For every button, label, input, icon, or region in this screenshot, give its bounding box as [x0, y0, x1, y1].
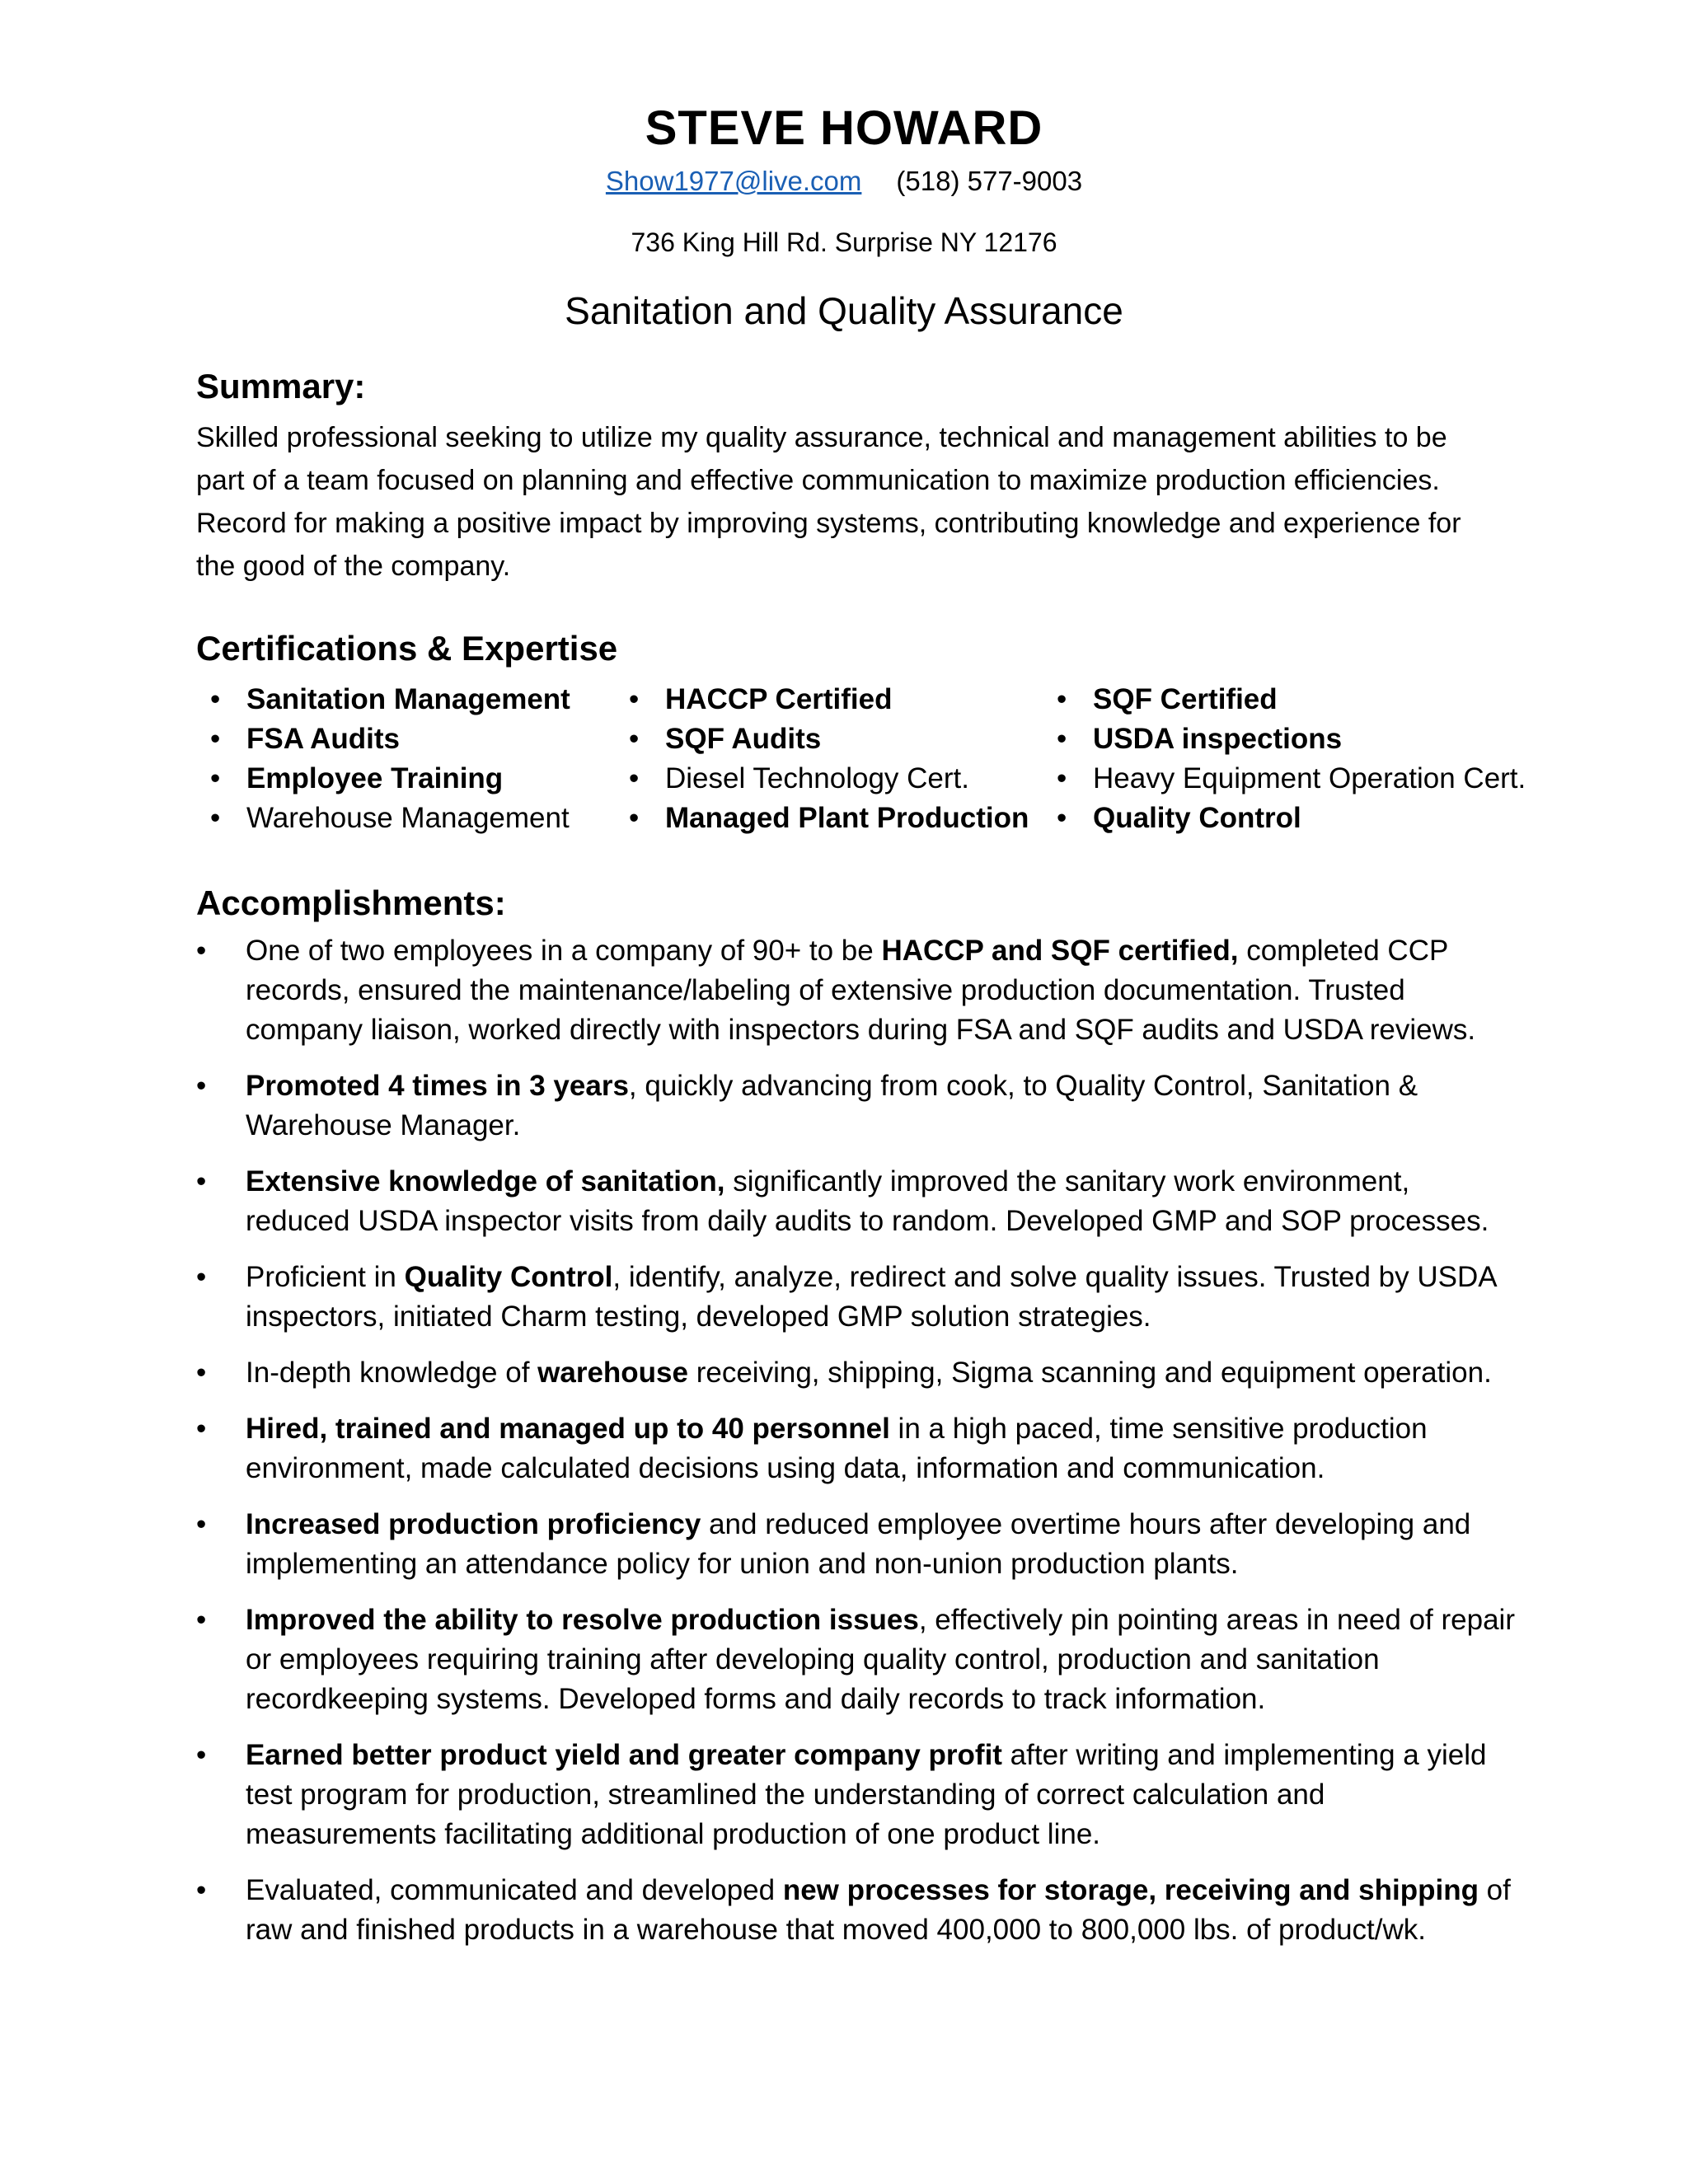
address: 736 King Hill Rd. Surprise NY 12176: [631, 227, 1057, 257]
cert-label: HACCP Certified: [665, 683, 893, 715]
accomplishment-text: and reduced employee overtime hours after developing and implementing an attendance policy for union and non-union production plants.: [246, 1508, 1471, 1580]
candidate-name: STEVE HOWARD: [645, 101, 1043, 155]
accomplishments-heading: Accomplishments:: [196, 883, 506, 922]
bullet: •: [196, 1739, 207, 1771]
accomplishment-text: , identify, analyze, redirect and solve quality issues. Trusted by USDA inspectors, initiated Charm testing, developed GMP solution strategies.: [246, 1261, 1496, 1333]
summary-heading: Summary:: [196, 367, 366, 405]
accomplishment-item: [196, 1066, 1515, 1146]
cert-label: Sanitation Management: [246, 683, 570, 715]
accomplishment-text: In-depth knowledge of: [246, 1357, 538, 1389]
cert-item: [1057, 759, 1526, 799]
accomplishment-item: [196, 1409, 1515, 1488]
accomplishment-item: [196, 1162, 1515, 1241]
accomplishments-list: [196, 931, 1515, 1966]
accomplishment-text: Proficient in: [246, 1261, 405, 1293]
accomplishment-item: [196, 1505, 1515, 1584]
bullet: •: [196, 1070, 207, 1102]
bullet: •: [196, 1413, 207, 1445]
accomplishment-highlight: Earned better product yield and greater company profit: [246, 1739, 1002, 1771]
bullet: •: [1057, 802, 1067, 834]
accomplishment-highlight: Increased production proficiency: [246, 1508, 701, 1540]
accomplishment-item: [196, 1736, 1515, 1854]
bullet: •: [629, 723, 640, 755]
bullet: •: [196, 1261, 207, 1293]
accomplishment-item: [196, 1871, 1515, 1950]
bullet: •: [1057, 762, 1067, 794]
accomplishment-highlight: warehouse: [537, 1357, 688, 1389]
cert-column-1: [210, 680, 570, 838]
bullet: •: [196, 1604, 207, 1636]
cert-label: Employee Training: [246, 762, 504, 794]
accomplishment-highlight: new processes for storage, receiving and shipping: [782, 1874, 1479, 1906]
accomplishment-highlight: Extensive knowledge of sanitation,: [246, 1165, 725, 1197]
certifications-heading: Certifications & Expertise: [196, 629, 618, 668]
bullet: •: [210, 723, 221, 755]
accomplishment-item: [196, 1601, 1515, 1719]
job-title: Sanitation and Quality Assurance: [565, 289, 1123, 332]
cert-item: [629, 719, 1029, 759]
accomplishment-item: [196, 1258, 1515, 1337]
bullet: •: [196, 1357, 207, 1389]
cert-label: Heavy Equipment Operation Cert.: [1093, 762, 1526, 794]
accomplishment-highlight: Promoted 4 times in 3 years: [246, 1070, 629, 1102]
cert-label: SQF Certified: [1093, 683, 1278, 715]
cert-item: [629, 759, 1029, 799]
summary-text: Skilled professional seeking to utilize my quality assurance, technical and management abilities to be part of a team focused on planning and effective communication to maximize production efficiencies. Record for making a positive impact by improving systems, contributing knowledge and experience for the good of the company.: [196, 422, 1461, 582]
accomplishment-text: significantly improved the sanitary work environment, reduced USDA inspector visits from daily audits to random. Developed GMP and SOP processes.: [246, 1165, 1489, 1237]
accomplishment-item: [196, 1353, 1515, 1393]
accomplishment-text: , effectively pin pointing areas in need of repair or employees requiring training after developing quality control, production and sanitation recordkeeping systems. Developed forms and daily records to track information.: [246, 1604, 1515, 1715]
bullet: •: [210, 762, 221, 794]
accomplishment-highlight: Improved the ability to resolve production issues: [246, 1604, 919, 1636]
cert-item: [210, 799, 570, 838]
accomplishment-text: in a high paced, time sensitive production environment, made calculated decisions using data, information and communication.: [246, 1413, 1428, 1484]
bullet: •: [210, 683, 221, 715]
accomplishment-highlight: Quality Control: [404, 1261, 613, 1293]
bullet: •: [1057, 683, 1067, 715]
cert-item: [629, 799, 1029, 838]
email-link[interactable]: Show1977@live.com: [605, 166, 862, 196]
bullet: •: [629, 762, 640, 794]
bullet: •: [196, 1508, 207, 1540]
accomplishment-text: after writing and implementing a yield test program for production, streamlined the understanding of correct calculation and measurements facilitating additional production of one product line.: [246, 1739, 1487, 1850]
cert-item: [1057, 799, 1526, 838]
accomplishment-text: Evaluated, communicated and developed: [246, 1874, 783, 1906]
accomplishment-highlight: Hired, trained and managed up to 40 personnel: [246, 1413, 890, 1445]
phone-number: (518) 577-9003: [896, 166, 1083, 196]
cert-column-2: [629, 680, 1029, 838]
contact-line: [0, 166, 1688, 197]
cert-label: Diesel Technology Cert.: [665, 762, 969, 794]
bullet: •: [629, 802, 640, 834]
cert-label: Quality Control: [1093, 802, 1301, 834]
cert-label: FSA Audits: [246, 723, 401, 755]
cert-item: [210, 680, 570, 719]
accomplishment-text: completed CCP records, ensured the maintenance/labeling of extensive production documentation. Trusted company liaison, worked directly with inspectors during FSA and SQF audits and USDA reviews.: [246, 935, 1476, 1046]
cert-label: USDA inspections: [1093, 723, 1343, 755]
accomplishment-item: [196, 931, 1515, 1050]
cert-column-3: [1057, 680, 1526, 838]
bullet: •: [196, 1165, 207, 1197]
bullet: •: [210, 802, 221, 834]
accomplishment-text: of raw and finished products in a warehouse that moved 400,000 to 800,000 lbs. of product/wk.: [246, 1874, 1511, 1946]
cert-item: [210, 719, 570, 759]
accomplishment-text: receiving, shipping, Sigma scanning and equipment operation.: [688, 1357, 1492, 1389]
cert-item: [210, 759, 570, 799]
bullet: •: [629, 683, 640, 715]
cert-item: [1057, 719, 1526, 759]
accomplishment-text: One of two employees in a company of 90+ to be: [246, 935, 882, 967]
cert-label: Warehouse Management: [246, 802, 570, 834]
accomplishment-highlight: HACCP and SQF certified,: [881, 935, 1239, 967]
bullet: •: [196, 935, 207, 967]
cert-label: Managed Plant Production: [665, 802, 1029, 834]
cert-label: SQF Audits: [665, 723, 822, 755]
cert-item: [629, 680, 1029, 719]
bullet: •: [1057, 723, 1067, 755]
accomplishment-text: , quickly advancing from cook, to Quality Control, Sanitation & Warehouse Manager.: [246, 1070, 1418, 1141]
cert-item: [1057, 680, 1526, 719]
bullet: •: [196, 1874, 207, 1906]
